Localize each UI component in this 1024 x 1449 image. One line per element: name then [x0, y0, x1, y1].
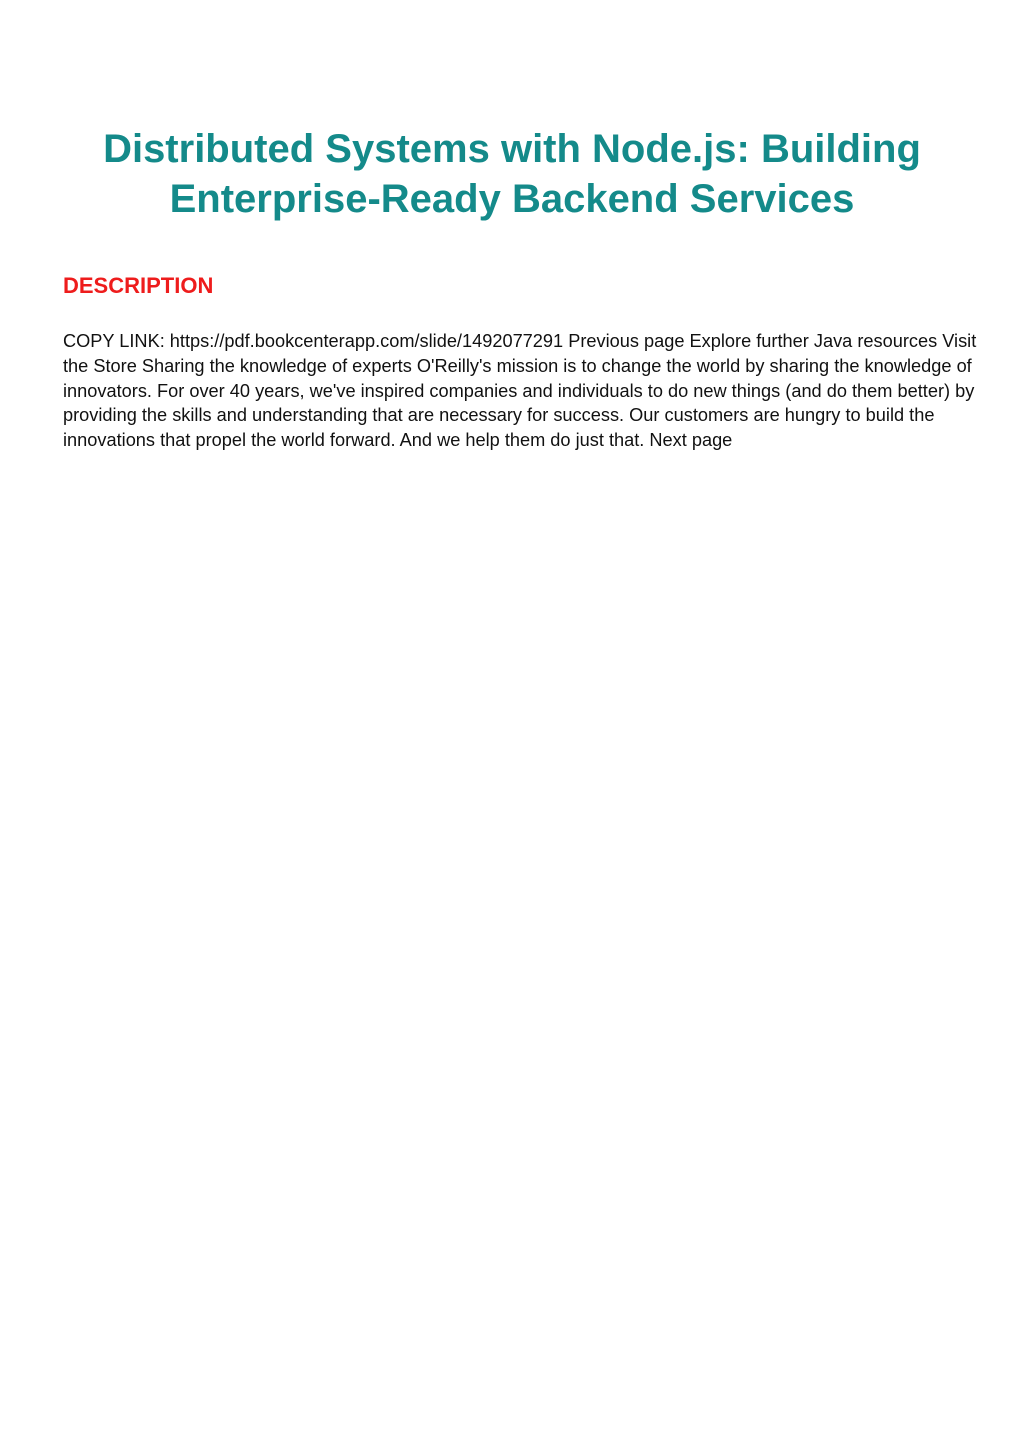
section-heading-description: DESCRIPTION — [63, 273, 214, 298]
document-title: Distributed Systems with Node.js: Building Enterprise-Ready Backend Services — [103, 127, 921, 221]
description-text: COPY LINK: https://pdf.bookcenterapp.com/slide/1492077291 Previous page Explore further Java resources Visit the Store Sharing the knowledge of experts O'Reilly's mission is to change the world by sharing the knowledge of innovators. For over 40 years, we've inspired companies and individuals to do new things (and do them better) by providing the skills and understanding that are necessary for success. Our customers are hungry to build the innovations that propel the world forward. And we help them do just that. Next page — [63, 331, 977, 451]
